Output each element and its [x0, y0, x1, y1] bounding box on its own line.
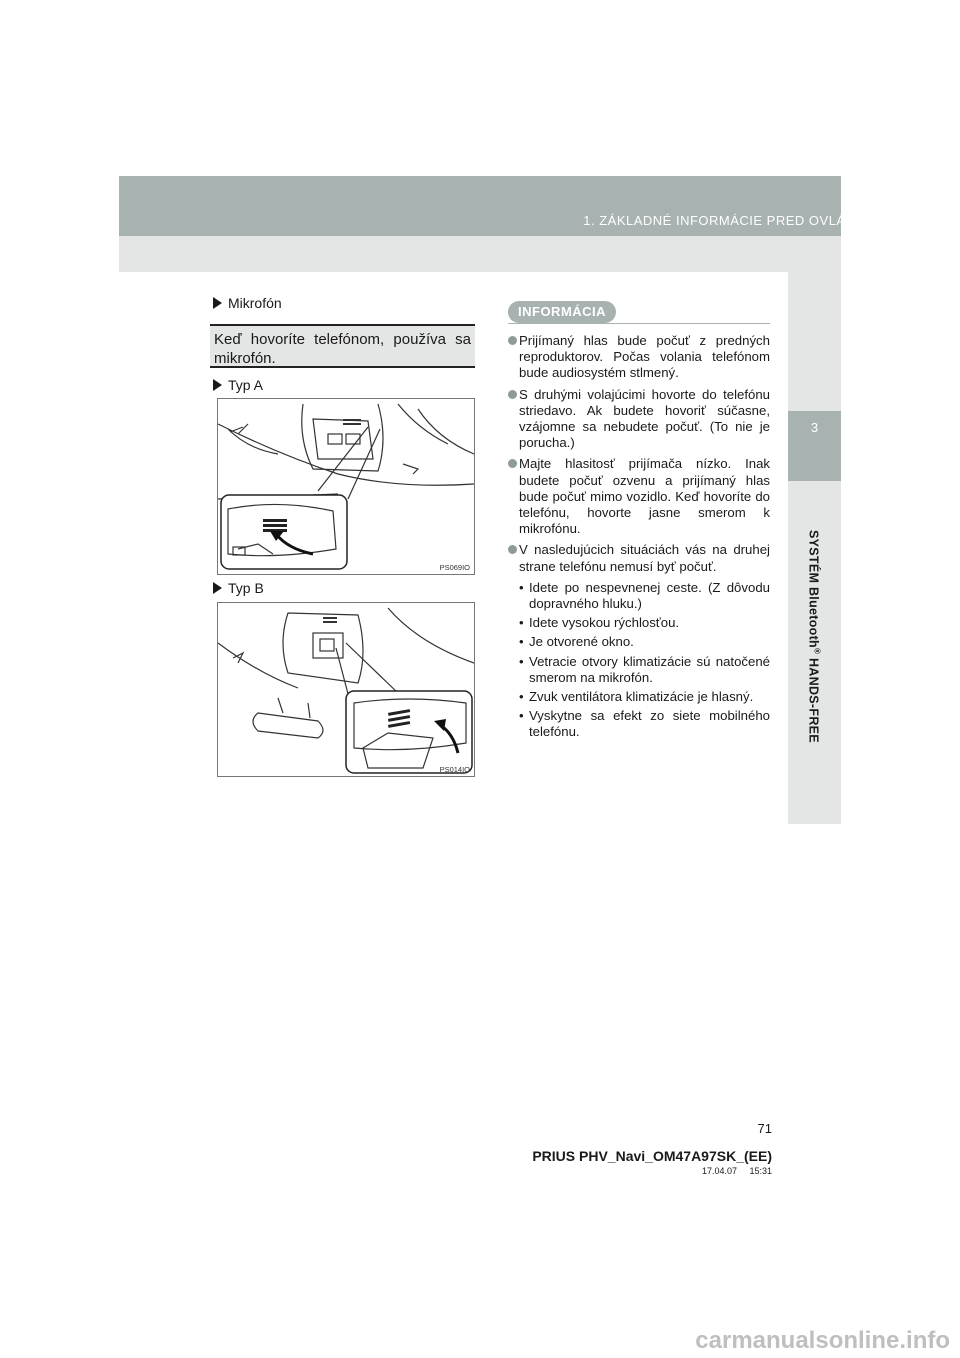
- mikrofon-heading: Mikrofón: [213, 295, 282, 311]
- info-badge: INFORMÁCIA: [508, 301, 616, 323]
- chapter-title: 1. ZÁKLADNÉ INFORMÁCIE PRED OVLÁDANÍM: [583, 213, 890, 228]
- figure-code: PS069IO: [439, 563, 470, 572]
- section-label: SYSTÉM Bluetooth® HANDS-FREE: [806, 530, 822, 743]
- type-b-label: Typ B: [213, 580, 264, 596]
- info-sub-item: • Vyskytne sa efekt zo siete mobilného telefónu.: [519, 708, 770, 740]
- triangle-arrow-icon: [213, 582, 222, 594]
- bullet-dot-icon: [508, 336, 517, 345]
- overhead-console-illustration: [218, 399, 474, 574]
- note-box: Keď hovoríte telefónom, používa sa mikrofón.: [210, 324, 475, 368]
- triangle-arrow-icon: [213, 297, 222, 309]
- overhead-console-illustration: [218, 603, 474, 776]
- header-subband: [119, 236, 841, 272]
- info-sub-item: • Vetracie otvory klimatizácie sú natočené smerom na mikrofón.: [519, 653, 770, 685]
- page-number: 71: [757, 1121, 772, 1136]
- info-bullet: S druhými volajúcimi hovorte do telefónu striedavo. Ak budete hovoriť súčasne, vzájomne sa nebudete počuť. (To nie je porucha.): [508, 387, 770, 452]
- bullet-dot-icon: [508, 545, 517, 554]
- figure-type-b: [217, 602, 475, 777]
- info-bullet: Prijímaný hlas bude počuť z predných reproduktorov. Počas volania telefónom bude audiosystém stlmený.: [508, 333, 770, 382]
- bullet-dot-icon: [508, 390, 517, 399]
- info-column: [508, 333, 770, 744]
- info-sub-item: • Idete po nespevnenej ceste. (Z dôvodu dopravného hluku.): [519, 579, 770, 612]
- info-sub-item: • Zvuk ventilátora klimatizácie je hlasný.: [519, 689, 754, 705]
- info-bullet: V nasledujúcich situáciách vás na druhej strane telefónu nemusí byť počuť.: [508, 542, 770, 574]
- document-id: PRIUS PHV_Navi_OM47A97SK_(EE): [532, 1148, 772, 1164]
- type-a-label: Typ A: [213, 377, 263, 393]
- bullet-dot-icon: [508, 459, 517, 468]
- info-sub-item: • Je otvorené okno.: [519, 634, 634, 650]
- side-tab-top: [788, 236, 841, 411]
- document-date: 17.04.07 15:31: [701, 1166, 772, 1176]
- figure-code: PS014IO: [439, 765, 470, 774]
- info-rule: [508, 323, 770, 324]
- figure-type-a: [217, 398, 475, 575]
- info-bullet: Majte hlasitosť prijímača nízko. Inak budete počuť ozvenu a prijímaný hlas bude počuť mimo vozidlo. Keď hovoríte do telefónu, hovorte jasne smerom k mikrofónu.: [508, 456, 770, 537]
- info-sub-item: • Idete vysokou rýchlosťou.: [519, 615, 680, 631]
- section-number: 3: [810, 420, 819, 435]
- watermark: carmanualsonline.info: [695, 1327, 950, 1354]
- triangle-arrow-icon: [213, 379, 222, 391]
